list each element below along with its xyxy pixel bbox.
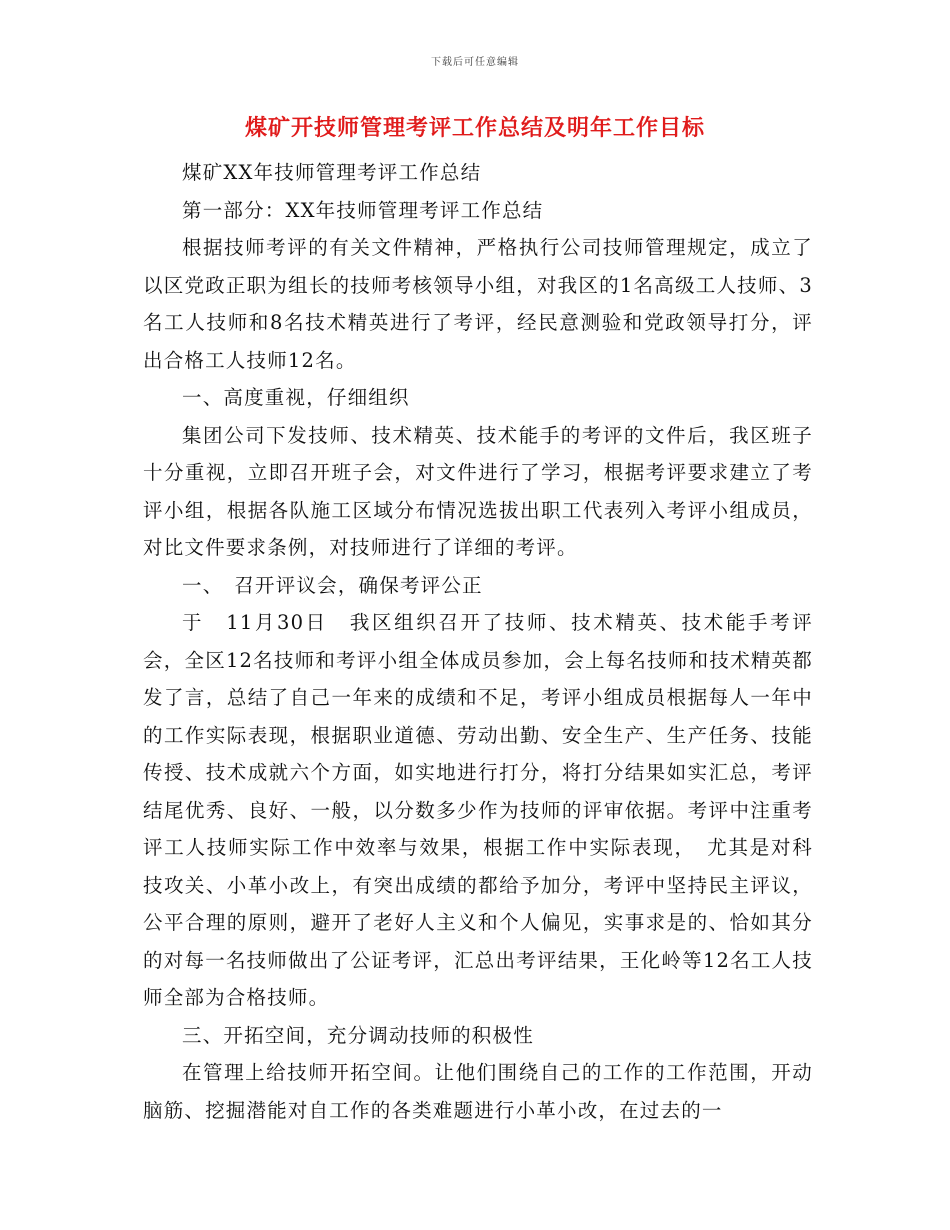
section-heading: 三、开拓空间，充分调动技师的积极性 — [182, 1023, 534, 1047]
paragraph: 于 11月30日 我区组织召开了技师、技术精英、技术能手考评会，全区12名技师和考评小组全体成员参加，会上每名技师和技术精英都发了言，总结了自己一年来的成绩和不足，考评小组成员根据每人一年中的工作实际表现，根据职业道德、劳动出勤、安全生产、生产任务、技能传授、技术成就六个方面，如实地进行打分，将打分结果如实汇总，考评结尾优秀、良好、一般，以分数多少作为技师的评审依据。考评中注重考评工人技师实际工作中效率与效果，根据工作中实际表现， 尤其是对科技攻关、小革小改上，有突出成绩的都给予加分，考评中坚持民主评议，公平合理的原则，避开了老好人主义和个人偏见，实事求是的、恰如其分的对每一名技师做出了公证考评，汇总出考评结果，王化岭等12名工人技师全部为合格技师。 — [143, 611, 813, 1009]
paragraph-subtitle: 煤矿XX年技师管理考评工作总结 — [182, 161, 482, 184]
document-title: 煤矿开技师管理考评工作总结及明年工作目标 — [244, 115, 705, 141]
document-body — [143, 154, 813, 1129]
paragraph: 根据技师考评的有关文件精神，严格执行公司技师管理规定，成立了以区党政正职为组长的技师考核领导小组，对我区的1名高级工人技师、3名工人技师和8名技术精英进行了考评，经民意测验和党政领导打分，评出合格工人技师12名。 — [143, 236, 813, 372]
section-heading: 一、高度重视，仔细组织 — [182, 386, 410, 409]
paragraph: 在管理上给技师开拓空间。让他们围绕自己的工作的工作范围，开动脑筋、挖掘潜能对自工作的各类难题进行小革小改，在过去的一 — [143, 1061, 813, 1122]
section-heading: 一、 召开评议会，确保考评公正 — [182, 573, 483, 597]
header-note: 下载后可任意编辑 — [431, 57, 519, 68]
paragraph-part-heading: 第一部分：XX年技师管理考评工作总结 — [182, 198, 544, 222]
paragraph: 集团公司下发技师、技术精英、技术能手的考评的文件后，我区班子十分重视，立即召开班子会，对文件进行了学习，根据考评要求建立了考评小组，根据各队施工区域分布情况选拔出职工代表列入考评小组成员，对比文件要求条例，对技师进行了详细的考评。 — [143, 423, 813, 559]
